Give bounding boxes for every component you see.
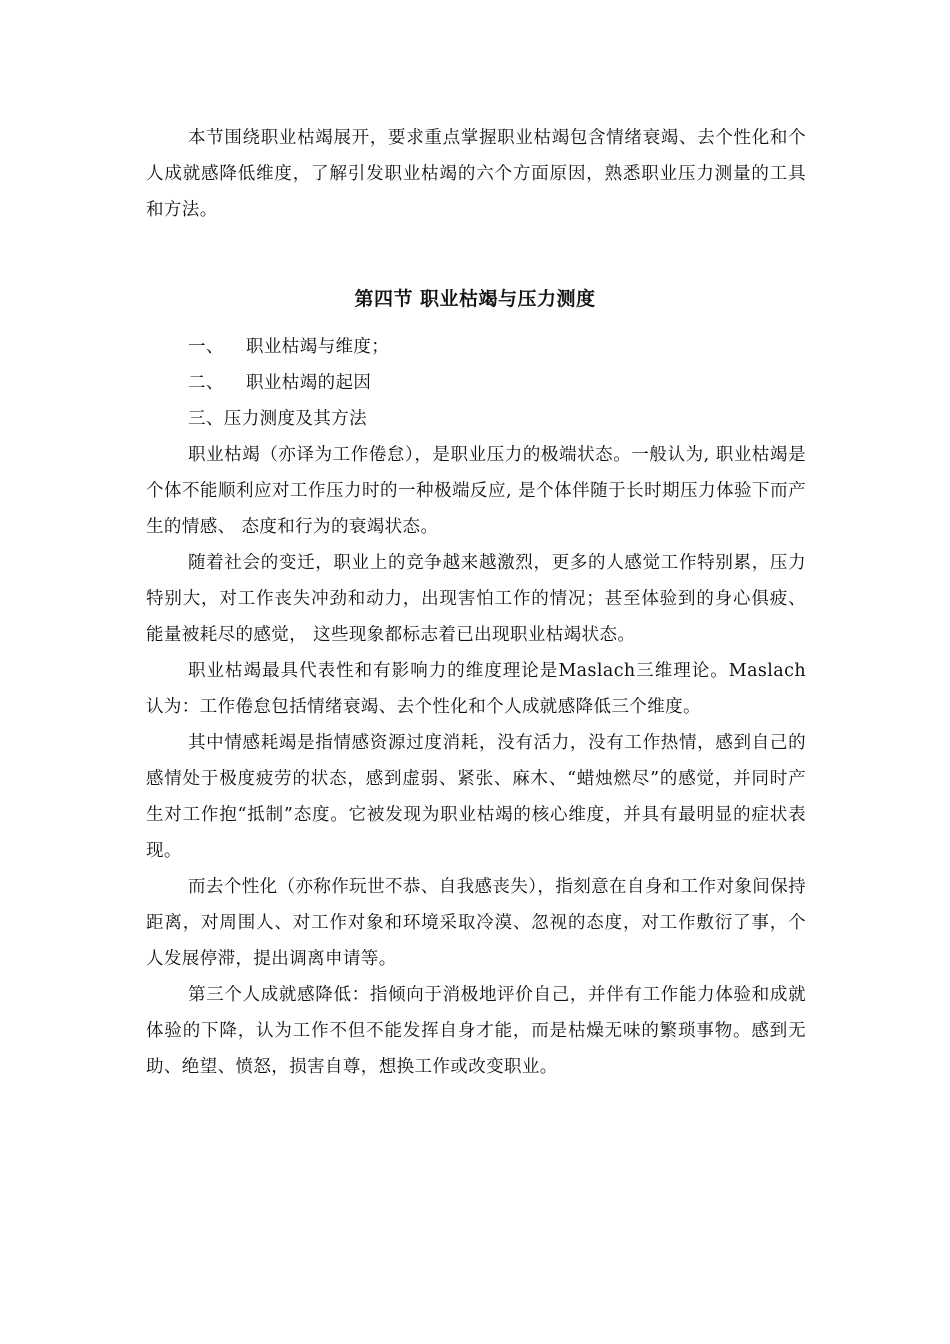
intro-paragraph: 本节围绕职业枯竭展开，要求重点掌握职业枯竭包含情绪衰竭、去个性化和个人成就感降低维度，了解引发职业枯竭的六个方面原因，熟悉职业压力测量的工具和方法。 xyxy=(146,128,806,220)
section-outline xyxy=(146,329,806,437)
outline-number: 一、 xyxy=(188,337,224,357)
outline-number: 二、 xyxy=(188,373,224,393)
outline-label: 职业枯竭的起因 xyxy=(246,373,372,393)
body-paragraph: 第三个人成就感降低：指倾向于消极地评价自己，并伴有工作能力体验和成就体验的下降，认为工作不但不能发挥自身才能，而是枯燥无味的繁琐事物。感到无助、绝望、愤怒，损害自尊，想换工作或改变职业。 xyxy=(146,985,806,1077)
body-text xyxy=(146,437,806,1085)
outline-label: 三、压力测度及其方法 xyxy=(188,409,367,429)
outline-label: 职业枯竭与维度； xyxy=(246,337,390,357)
body-paragraph: 而去个性化（亦称作玩世不恭、自我感丧失），指刻意在自身和工作对象间保持距离，对周围人、对工作对象和环境采取冷漠、忽视的态度，对工作敷衍了事，个人发展停滞，提出调离申请等。 xyxy=(146,877,806,969)
body-paragraph: 职业枯竭最具代表性和有影响力的维度理论是Maslach三维理论。Maslach认为：工作倦怠包括情绪衰竭、去个性化和个人成就感降低三个维度。 xyxy=(146,661,806,717)
intro-section xyxy=(146,120,806,228)
outline-item xyxy=(146,401,806,437)
section-title: 第四节 职业枯竭与压力测度 xyxy=(354,288,596,310)
body-paragraph: 随着社会的变迁，职业上的竞争越来越激烈，更多的人感觉工作特别累，压力特别大，对工作丧失冲劲和动力，出现害怕工作的情况；甚至体验到的身心俱疲、能量被耗尽的感觉， 这些现象都标志着已出现职业枯竭状态。 xyxy=(146,553,806,645)
outline-item xyxy=(146,329,806,365)
body-paragraph: 职业枯竭（亦译为工作倦怠），是职业压力的极端状态。一般认为, 职业枯竭是个体不能顺利应对工作压力时的一种极端反应, 是个体伴随于长时期压力体验下而产生的情感、 态度和行为的衰竭状态。 xyxy=(146,445,806,537)
outline-item xyxy=(146,365,806,401)
body-paragraph: 其中情感耗竭是指情感资源过度消耗，没有活力，没有工作热情，感到自己的感情处于极度疲劳的状态，感到虚弱、紧张、麻木、“蜡烛燃尽”的感觉，并同时产生对工作抱“抵制”态度。它被发现为职业枯竭的核心维度，并具有最明显的症状表现。 xyxy=(146,733,806,861)
